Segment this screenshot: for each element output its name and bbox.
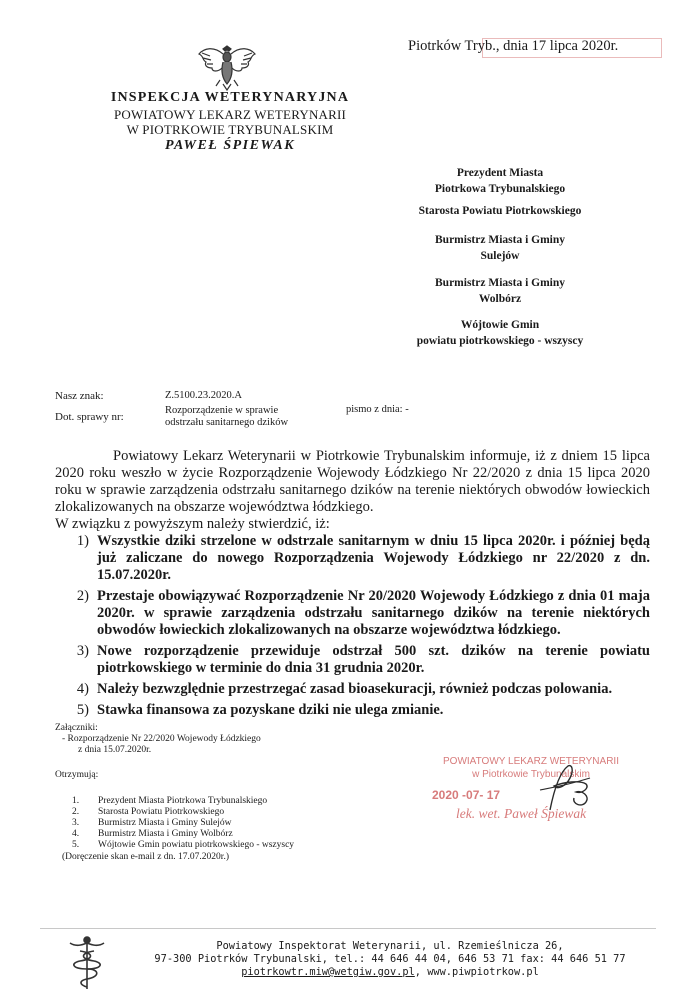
footer-web bbox=[130, 966, 650, 979]
recipient-name: Prezydent Miasta Piotrkowa Trybunalskiego bbox=[98, 796, 268, 806]
recipients-label: Otrzymują: bbox=[55, 770, 99, 780]
footer-divider bbox=[40, 928, 656, 929]
footer-email-link[interactable]: piotrkowtr.miw@wetgiw.gov.pl bbox=[241, 966, 415, 978]
attachment-line: - Rozporządzenie Nr 22/2020 Wojewody Łódzkiego bbox=[62, 734, 261, 744]
case-value-line: odstrzału sanitarnego dzików bbox=[165, 417, 289, 428]
handwritten-signature bbox=[520, 760, 610, 815]
caduceus-icon bbox=[66, 935, 108, 991]
addressee-line: Sulejów bbox=[480, 250, 520, 262]
addressee-line: Burmistrz Miasta i Gminy bbox=[435, 234, 565, 246]
body-paragraph: Powiatowy Lekarz Weterynarii w Piotrkowie Trybunalskim informuje, iż z dniem 15 lipca 2020 roku weszło w życie Rozporządzenie Wojewody Łódzkiego Nr 22/2020 z dnia 15 lipca 2020 roku w sprawie zarządzenia odstrzału sanitarnego dzików na terenie niektórych obwodów łowieckich zlokalizowanych na obszarze województwa łódzkiego. bbox=[55, 448, 650, 515]
delivery-note: (Doręczenie skan e-mail z dn. 17.07.2020r.) bbox=[62, 852, 229, 862]
body-intro: W związku z powyższym należy stwierdzić, iż: bbox=[55, 516, 330, 532]
list-item bbox=[55, 643, 650, 677]
list-item-number: 3) bbox=[76, 643, 89, 659]
recipient-number: 3. bbox=[72, 818, 80, 828]
recipient-number: 2. bbox=[72, 807, 80, 817]
stamp-date: 2020 -07- 17 bbox=[432, 788, 501, 802]
addressee-line: powiatu piotrkowskiego - wszyscy bbox=[416, 335, 584, 347]
institution-location: W PIOTRKOWIE TRYBUNALSKIM bbox=[126, 122, 334, 137]
footer-address: Powiatowy Inspektorat Weterynarii, ul. Rzemieślnicza 26, bbox=[216, 940, 564, 952]
addressee-line: Starosta Powiatu Piotrkowskiego bbox=[418, 205, 582, 217]
addressee-line: Wójtowie Gmin bbox=[460, 319, 540, 331]
institution-head-name: PAWEŁ ŚPIEWAK bbox=[164, 138, 296, 153]
list-item-text: Przestaje obowiązywać Rozporządzenie Nr 20/2020 Wojewody Łódzkiego z dnia 01 maja 2020r. w sprawie zarządzenia odstrzału sanitarnego dzików na terenie niektórych obwodów łowieckich zlokalizowanych na obszarze województwa łódzkiego. bbox=[97, 588, 650, 638]
list-item bbox=[55, 533, 650, 584]
recipient-number: 5. bbox=[72, 840, 80, 850]
addressee-line: Prezydent Miasta bbox=[456, 167, 544, 179]
findings-list bbox=[55, 533, 650, 723]
date-line: Piotrków Tryb., dnia 17 lipca 2020r. bbox=[408, 38, 619, 54]
recipient-number: 4. bbox=[72, 829, 80, 839]
list-item bbox=[55, 702, 650, 719]
institution-name: INSPEKCJA WETERYNARYJNA bbox=[110, 90, 350, 105]
stamp-name: lek. wet. Paweł Śpiewak bbox=[456, 806, 587, 821]
recipient-name: Burmistrz Miasta i Gminy Wolbórz bbox=[98, 829, 233, 839]
addressee-line: Piotrkowa Trybunalskiego bbox=[434, 183, 566, 195]
our-sign-value: Z.5100.23.2020.A bbox=[165, 390, 242, 401]
recipient-number: 1. bbox=[72, 796, 80, 806]
case-number-value bbox=[165, 405, 288, 429]
attachments-label: Załączniki: bbox=[55, 723, 98, 733]
list-item-number: 2) bbox=[76, 588, 89, 604]
recipient-name: Burmistrz Miasta i Gminy Sulejów bbox=[98, 818, 232, 828]
footer-website: , www.piwpiotrkow.pl bbox=[414, 966, 539, 978]
list-item bbox=[55, 681, 650, 698]
stamp-line: w Piotrkowie Trybunalskim bbox=[472, 769, 590, 780]
addressee-line: Wolbórz bbox=[478, 293, 522, 305]
list-item bbox=[55, 588, 650, 639]
letter-of-date: pismo z dnia: - bbox=[346, 404, 409, 415]
attachment-line: z dnia 15.07.2020r. bbox=[78, 745, 152, 755]
recipient-name: Wójtowie Gmin powiatu piotrkowskiego - wszyscy bbox=[98, 840, 295, 850]
footer-contact: 97-300 Piotrków Trybunalski, tel.: 44 646 44 04, 646 53 71 fax: 44 646 51 77 bbox=[154, 953, 626, 965]
list-item bbox=[72, 807, 332, 818]
polish-eagle-emblem-icon bbox=[196, 40, 258, 92]
our-sign-label: Nasz znak: bbox=[55, 390, 104, 402]
case-number-label: Dot. sprawy nr: bbox=[55, 411, 124, 423]
list-item-text: Należy bezwzględnie przestrzegać zasad bioasekuracji, również podczas polowania. bbox=[97, 681, 613, 697]
institution-office: POWIATOWY LEKARZ WETERYNARII bbox=[113, 107, 347, 122]
list-item-number: 4) bbox=[76, 681, 89, 697]
recipient-name: Starosta Powiatu Piotrkowskiego bbox=[98, 807, 225, 817]
case-value-line: Rozporządzenie w sprawie bbox=[165, 405, 279, 416]
list-item-number: 5) bbox=[76, 702, 89, 718]
list-item bbox=[72, 796, 332, 807]
list-item bbox=[72, 840, 332, 851]
stamp-line: POWIATOWY LEKARZ WETERYNARII bbox=[443, 756, 619, 767]
list-item-number: 1) bbox=[76, 533, 89, 549]
list-item bbox=[72, 818, 332, 829]
list-item-text: Stawka finansowa za pozyskane dziki nie ulega zmianie. bbox=[97, 702, 444, 718]
recipients-list bbox=[72, 796, 332, 851]
list-item bbox=[72, 829, 332, 840]
list-item-text: Wszystkie dziki strzelone w odstrzale sanitarnym w dniu 15 lipca 2020r. i później będą już zaliczane do nowego Rozporządzenia Wojewody Łódzkiego nr 22/2020 z dn. 15.07.2020r. bbox=[97, 533, 650, 583]
addressee-line: Burmistrz Miasta i Gminy bbox=[435, 277, 565, 289]
list-item-text: Nowe rozporządzenie przewiduje odstrzał 500 szt. dzików na terenie powiatu piotrkowskiego w terminie do dnia 31 grudnia 2020r. bbox=[97, 643, 650, 676]
